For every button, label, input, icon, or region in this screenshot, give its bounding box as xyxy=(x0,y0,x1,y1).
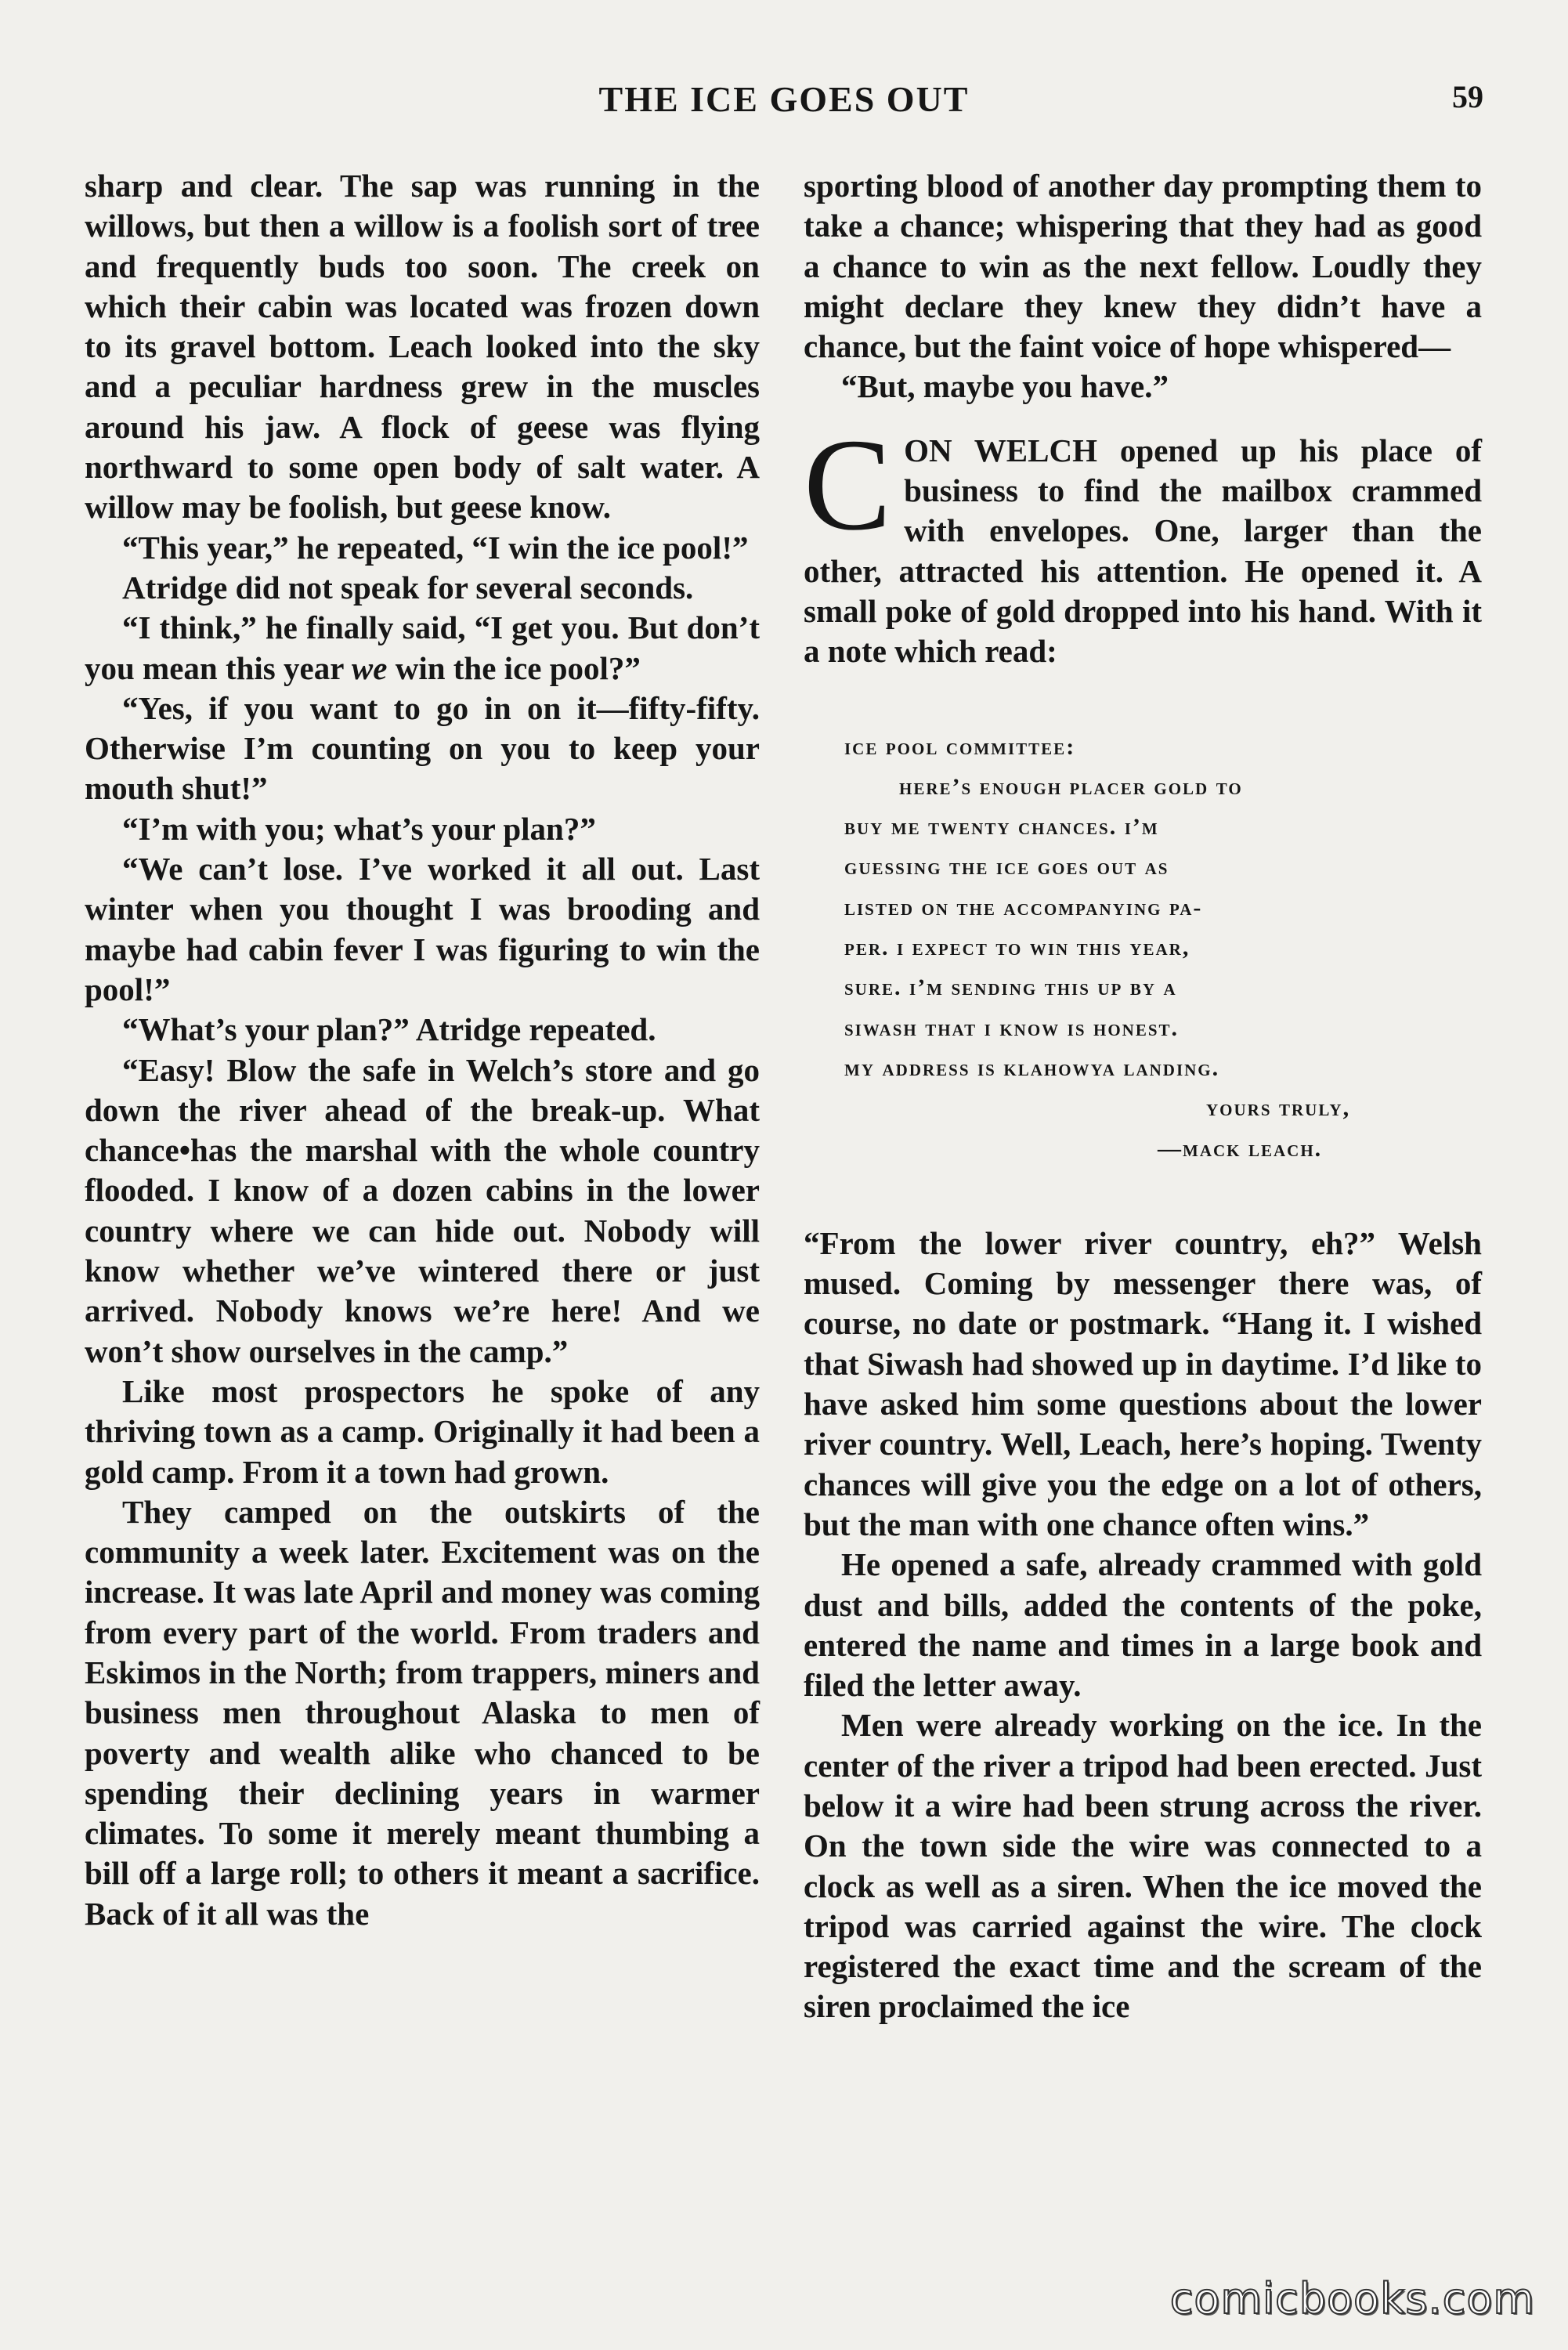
paragraph: Atridge did not speak for several seconds. xyxy=(122,569,694,606)
drop-cap: C xyxy=(804,411,892,558)
paragraph: “Yes, if you want to go in on it—fifty-fifty. Otherwise I’m counting on you to keep your mouth shut!” xyxy=(85,689,760,807)
paragraph: Like most prospectors he spoke of any thriving town as a camp. Originally it had been a gold camp. From it a town had grown. xyxy=(85,1372,760,1490)
dropcap-paragraph xyxy=(804,411,1482,672)
paragraph: sharp and clear. The sap was running in the willows, but then a willow is a foolish sort of tree and frequently buds too soon. The creek on which their cabin was located was frozen down to its gravel bottom. Leach looked into the sky and a peculiar hardness grew in the muscles around his jaw. A flock of geese was flying northward to some open body of salt water. A willow may be foolish, but geese know. xyxy=(85,168,760,526)
paragraph: He opened a safe, already crammed with gold dust and bills, added the contents of the poke, entered the name and times in a large book and filed the letter away. xyxy=(804,1546,1482,1704)
page-header xyxy=(0,78,1568,125)
paragraph: “This year,” he repeated, “I win the ice pool!” xyxy=(122,529,749,566)
paragraph xyxy=(85,608,760,689)
paragraph-text: “I think,” he finally said, “I get you. But don’t you mean this year xyxy=(85,609,760,686)
page-number: 59 xyxy=(1452,79,1483,114)
letter-note xyxy=(844,727,1460,1169)
note-line: buy me twenty chances. i’m xyxy=(844,814,1159,841)
emphasis-text: we xyxy=(351,649,388,686)
note-closing: yours truly, xyxy=(1206,1095,1351,1122)
note-signature: —mack leach. xyxy=(1158,1135,1323,1162)
paragraph: “From the lower river country, eh?” Welsh mused. Coming by messenger there was, of course, no date or postmark. “Hang it. I wished that Siwash had showed up in daytime. I’d like to have asked him some questions about the lower river country. Well, Leach, here’s hoping. Twenty chances will give you the edge on a lot of others, but the man with one chance often wins.” xyxy=(804,1224,1482,1542)
note-line: sure. i’m sending this up by a xyxy=(844,974,1177,1001)
note-line: guessing the ice goes out as xyxy=(844,854,1169,880)
paragraph: sporting blood of another day prompting them to take a chance; whispering that they had as good a chance to win as the next fellow. Loudly they might declare they knew they didn’t have a chance, but the faint voice of hope whispered— xyxy=(804,168,1482,365)
note-line: per. i expect to win this year, xyxy=(844,935,1190,961)
note-line: listed on the accompanying pa- xyxy=(844,894,1203,920)
note-line: siwash that i know is honest. xyxy=(844,1014,1180,1041)
watermark: comicbooks.com xyxy=(1169,2274,1535,2323)
note-line: my address is klahowya landing. xyxy=(844,1054,1220,1081)
left-column xyxy=(85,166,760,1934)
paragraph: “Easy! Blow the safe in Welch’s store and go down the river ahead of the break-up. What chance•has the marshal with the whole country flooded. I know of a dozen cabins in the lower country where we can hide out. Nobody will know whether we’ve wintered there or just arrived. Nobody knows we’re here! And we won’t show ourselves in the camp.” xyxy=(85,1051,760,1369)
paragraph: “But, maybe you have.” xyxy=(841,368,1169,405)
paragraph-text: win the ice pool?” xyxy=(387,649,641,686)
paragraph: Men were already working on the ice. In the center of the river a tripod had been erected. Just below it a wire had been strung across the river. On the town side the wire was connected to a clock as well as a siren. When the ice moved the tripod was carried against the wire. The clock registered the exact time and the scream of the siren proclaimed the ice xyxy=(804,1707,1482,2025)
paragraph: They camped on the outskirts of the community a week later. Excitement was on the increase. It was late April and money was coming from every part of the world. From traders and Eskimos in the North; from trappers, miners and business men throughout Alaska to men of poverty and wealth alike who chanced to be spending their declining years in warmer climates. To some it merely meant thumbing a bill off a large roll; to others it meant a sacrifice. Back of it all was the xyxy=(85,1493,760,1932)
note-line: here’s enough placer gold to xyxy=(899,773,1243,800)
paragraph-text: ON WELCH opened up his place of business to find the mailbox crammed with envelopes. One, larger than the other, attracted his attention. He opened it. A small poke of gold dropped into his hand. With it a note which read: xyxy=(804,432,1482,670)
right-column xyxy=(804,166,1482,2027)
paragraph: “We can’t lose. I’ve worked it all out. Last winter when you thought I was brooding and maybe had cabin fever I was figuring to win the pool!” xyxy=(85,851,760,1007)
paragraph: “I’m with you; what’s your plan?” xyxy=(122,810,596,847)
running-title: THE ICE GOES OUT xyxy=(598,79,970,119)
note-addressee: ice pool committee: xyxy=(844,733,1076,760)
paragraph: “What’s your plan?” Atridge repeated. xyxy=(122,1011,656,1048)
